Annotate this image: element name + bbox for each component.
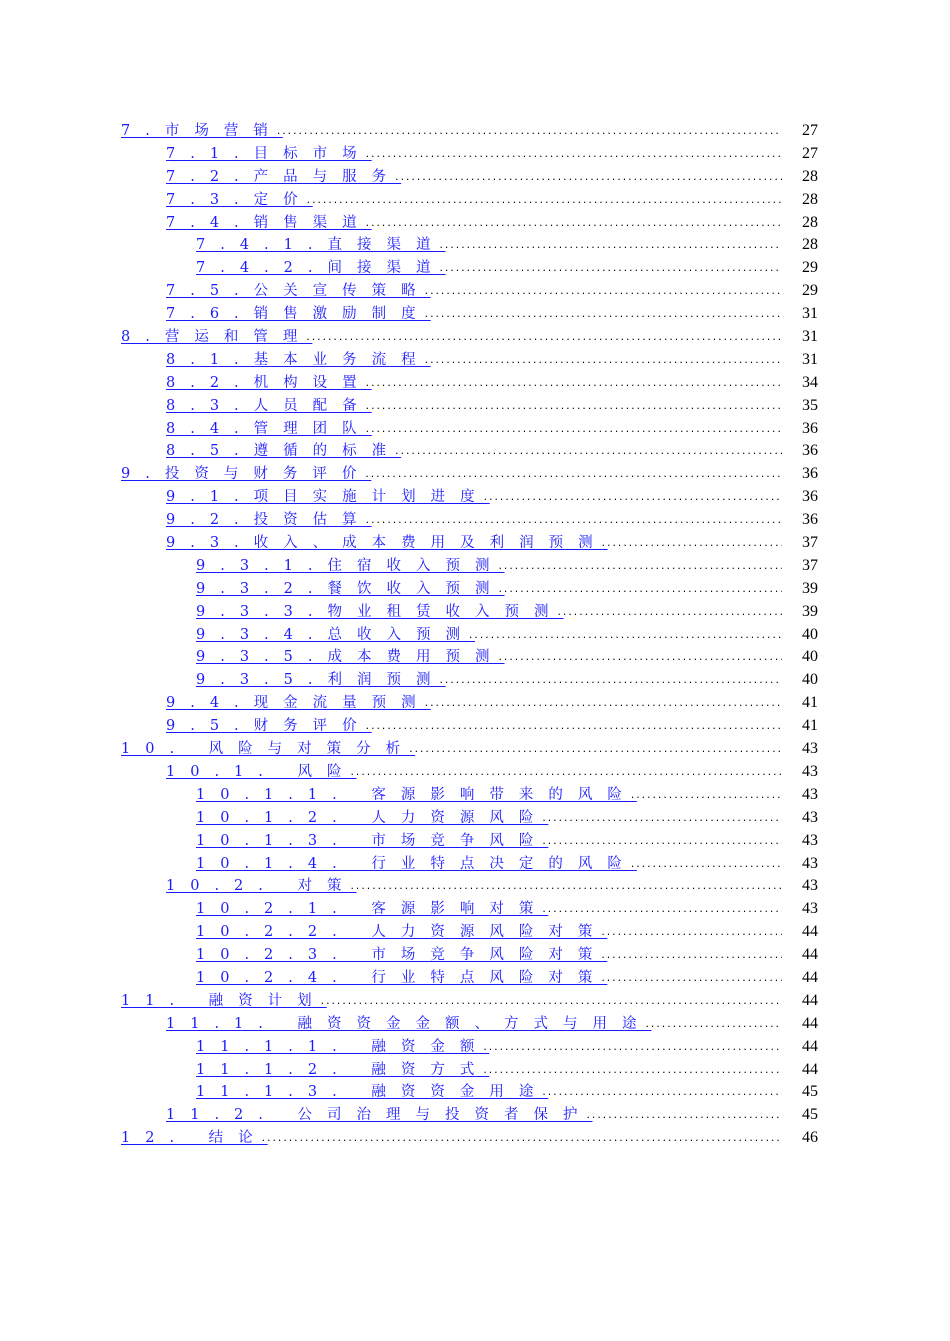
toc-entry [121,784,818,807]
toc-page-number: 44 [802,968,818,986]
toc-entry-link[interactable]: 7.2.产品与服务 [166,168,402,185]
toc-dot-leader [468,625,782,648]
toc-page-number: 45 [802,1083,818,1101]
toc-entry-link[interactable]: 9.4.现金流量预测 [166,695,431,712]
toc-page-number: 36 [802,488,818,506]
toc-entry [121,280,818,303]
toc-entry-link[interactable]: 8.5.遵循的标准 [166,443,402,460]
toc-entry-link[interactable]: 7.6.销售激励制度 [166,306,431,323]
toc-entry [121,555,818,578]
toc-entry [121,1013,818,1036]
toc-page-number: 31 [802,328,818,346]
toc-page-number: 29 [802,282,818,300]
toc-entry-link[interactable]: 11.1. 融资资金金额、方式与用途 [166,1015,652,1032]
toc-page-number: 43 [802,854,818,872]
toc-entry-link[interactable]: 7.1.目标市场 [166,145,372,162]
toc-page-number: 36 [802,465,818,483]
toc-dot-leader [424,281,782,304]
toc-page-number: 43 [802,808,818,826]
toc-entry [121,944,818,967]
toc-entry [121,532,818,555]
toc-dot-leader [424,350,782,373]
toc-page-number: 29 [802,259,818,277]
toc-entry-link[interactable]: 10.2.2. 人力资源风险对策 [196,924,608,941]
toc-page-number: 28 [802,213,818,231]
toc-entry-link[interactable]: 11.1.3. 融资资金用途 [196,1084,549,1101]
toc-page-number: 43 [802,785,818,803]
toc-dot-leader [424,693,782,716]
toc-entry-link[interactable]: 8.1.基本业务流程 [166,351,431,368]
toc-entry [121,349,818,372]
toc-dot-leader [541,899,782,922]
toc-entry [121,967,818,990]
toc-entry-link[interactable]: 8.2.机构设置 [166,374,372,391]
toc-dot-leader [394,441,782,464]
toc-dot-leader [541,1082,782,1105]
toc-dot-leader [600,968,782,991]
toc-dot-leader [498,579,782,602]
toc-entry [121,143,818,166]
toc-page-number: 41 [802,694,818,712]
toc-page-number: 28 [802,190,818,208]
toc-dot-leader [586,1105,782,1128]
toc-dot-leader [364,464,782,487]
toc-entry-link[interactable]: 7.4.2.间接渠道 [196,260,446,277]
toc-dot-leader [350,762,782,785]
toc-page-number: 37 [802,556,818,574]
toc-dot-leader [482,1060,782,1083]
toc-entry-link[interactable]: 11. 融资计划 [121,992,327,1009]
toc-entry-link[interactable]: 9.投资与财务评价 [121,466,372,483]
toc-page-number: 41 [802,717,818,735]
toc-entry-link[interactable]: 9.3.5.成本费用预测 [196,649,505,666]
toc-entry-link[interactable]: 11.1.2. 融资方式 [196,1061,490,1078]
toc-entry [121,395,818,418]
toc-entry-link[interactable]: 9.3.5.利润预测 [196,672,446,689]
toc-entry-link[interactable]: 9.3.4.总收入预测 [196,626,476,643]
toc-entry [121,1104,818,1127]
toc-entry [121,692,818,715]
toc-entry-link[interactable]: 9.3.2.餐饮收入预测 [196,580,505,597]
toc-dot-leader [645,1014,782,1037]
toc-page-number: 44 [802,1014,818,1032]
toc-page-number: 35 [802,396,818,414]
toc-page-number: 27 [802,144,818,162]
toc-entry-link[interactable]: 9.3.1.住宿收入预测 [196,557,505,574]
toc-dot-leader [365,396,782,419]
toc-entry-link[interactable]: 10.2.3. 市场竞争风险对策 [196,947,608,964]
toc-entry-link[interactable]: 8.营运和管理 [121,329,313,346]
table-of-contents [121,120,818,1150]
toc-entry [121,303,818,326]
toc-page-number: 28 [802,167,818,185]
toc-page-number: 43 [802,762,818,780]
toc-page-number: 39 [802,602,818,620]
toc-dot-leader [600,945,782,968]
toc-dot-leader [350,876,782,899]
toc-page-number: 46 [802,1129,818,1147]
toc-entry [121,990,818,1013]
toc-entry-link[interactable]: 10.2.4. 行业特点风险对策 [196,969,608,986]
toc-entry [121,853,818,876]
toc-page-number: 44 [802,1060,818,1078]
toc-entry [121,1036,818,1059]
toc-dot-leader [557,602,782,625]
toc-entry [121,166,818,189]
toc-dot-leader [541,831,782,854]
toc-entry-link[interactable]: 9.3.收入、成本费用及利润预测 [166,535,608,552]
toc-entry [121,120,818,143]
toc-dot-leader [365,716,782,739]
toc-entry-link[interactable]: 8.3.人员配备 [166,397,372,414]
toc-entry [121,898,818,921]
toc-entry [121,234,818,257]
toc-entry [121,669,818,692]
toc-dot-leader [498,556,782,579]
toc-page-number: 43 [802,900,818,918]
toc-entry [121,738,818,761]
toc-page-number: 36 [802,442,818,460]
toc-dot-leader [601,533,782,556]
toc-dot-leader [439,670,782,693]
toc-entry-link[interactable]: 9.3.3.物业租赁收入预测 [196,603,564,620]
toc-page-number: 39 [802,579,818,597]
toc-entry-link[interactable]: 10.2. 对策 [166,878,357,895]
toc-page-number: 31 [802,305,818,323]
toc-page-number: 34 [802,373,818,391]
toc-page-number: 43 [802,831,818,849]
toc-page-number: 40 [802,648,818,666]
toc-page-number: 44 [802,923,818,941]
toc-dot-leader [482,1037,782,1060]
toc-entry [121,372,818,395]
toc-page-number: 40 [802,671,818,689]
toc-entry [121,1127,818,1150]
toc-entry [121,418,818,441]
toc-dot-leader [365,419,782,442]
toc-dot-leader [365,144,782,167]
toc-entry [121,761,818,784]
toc-entry [121,212,818,235]
toc-entry-link[interactable]: 10.2.1. 客源影响对策 [196,901,549,918]
toc-page-number: 44 [802,1037,818,1055]
toc-dot-leader [365,510,782,533]
toc-entry-link[interactable]: 7.5.公关宣传策略 [166,283,431,300]
toc-entry-link[interactable]: 11.1.1. 融资金额 [196,1038,490,1055]
toc-entry-link[interactable]: 10. 风险与对策分析 [121,741,416,758]
toc-page-number: 36 [802,419,818,437]
toc-page-number: 44 [802,991,818,1009]
toc-dot-leader [261,1128,782,1151]
toc-page-number: 36 [802,511,818,529]
toc-entry-link[interactable]: 9.5.财务评价 [166,718,372,735]
toc-entry-link[interactable]: 7.4.1.直接渠道 [196,237,446,254]
toc-dot-leader [306,190,782,213]
toc-entry-link[interactable]: 9.2.投资估算 [166,512,372,529]
toc-dot-leader [439,258,782,281]
toc-entry-link[interactable]: 10.1.2. 人力资源风险 [196,809,549,826]
toc-dot-leader [365,373,782,396]
toc-entry [121,440,818,463]
toc-entry-link[interactable]: 7.4.销售渠道 [166,214,372,231]
toc-entry [121,624,818,647]
toc-page-number: 28 [802,236,818,254]
toc-page-number: 31 [802,350,818,368]
toc-entry [121,646,818,669]
toc-dot-leader [439,235,782,258]
toc-dot-leader [305,327,782,350]
toc-entry [121,921,818,944]
toc-entry [121,486,818,509]
toc-dot-leader [394,167,782,190]
toc-entry [121,601,818,624]
toc-page-number: 43 [802,740,818,758]
toc-dot-leader [424,304,782,327]
toc-page-number: 45 [802,1106,818,1124]
toc-dot-leader [498,647,782,670]
toc-page-number: 40 [802,625,818,643]
toc-entry-link[interactable]: 8.4.管理团队 [166,420,372,437]
toc-dot-leader [276,121,782,144]
toc-dot-leader [541,808,782,831]
toc-entry-link[interactable]: 10.1.3. 市场竞争风险 [196,832,549,849]
toc-entry-link[interactable]: 10.1. 风险 [166,763,357,780]
toc-entry [121,830,818,853]
toc-entry-link[interactable]: 10.1.4. 行业特点决定的风险 [196,855,637,872]
toc-entry [121,578,818,601]
toc-page-number: 44 [802,946,818,964]
toc-entry-link[interactable]: 10.1.1. 客源影响带来的风险 [196,786,637,803]
toc-dot-leader [630,854,782,877]
toc-entry [121,257,818,280]
toc-entry-link[interactable]: 7.3.定价 [166,191,313,208]
toc-entry [121,509,818,532]
toc-entry [121,1081,818,1104]
toc-entry-link[interactable]: 9.1.项目实施计划进度 [166,489,490,506]
toc-page-number: 37 [802,534,818,552]
toc-entry [121,807,818,830]
toc-dot-leader [483,487,782,510]
toc-entry [121,463,818,486]
toc-entry [121,326,818,349]
toc-entry [121,875,818,898]
toc-entry-link[interactable]: 7.市场营销 [121,123,283,139]
toc-dot-leader [630,785,782,808]
toc-dot-leader [600,922,782,945]
toc-dot-leader [365,213,782,236]
toc-entry-link[interactable]: 12. 结论 [121,1130,268,1147]
toc-page-number: 43 [802,877,818,895]
toc-dot-leader [320,991,782,1014]
toc-entry [121,1059,818,1082]
toc-dot-leader [408,739,782,762]
toc-entry-link[interactable]: 11.2. 公司治理与投资者保护 [166,1107,593,1124]
toc-entry [121,715,818,738]
toc-entry [121,189,818,212]
toc-page-number: 27 [802,122,818,139]
